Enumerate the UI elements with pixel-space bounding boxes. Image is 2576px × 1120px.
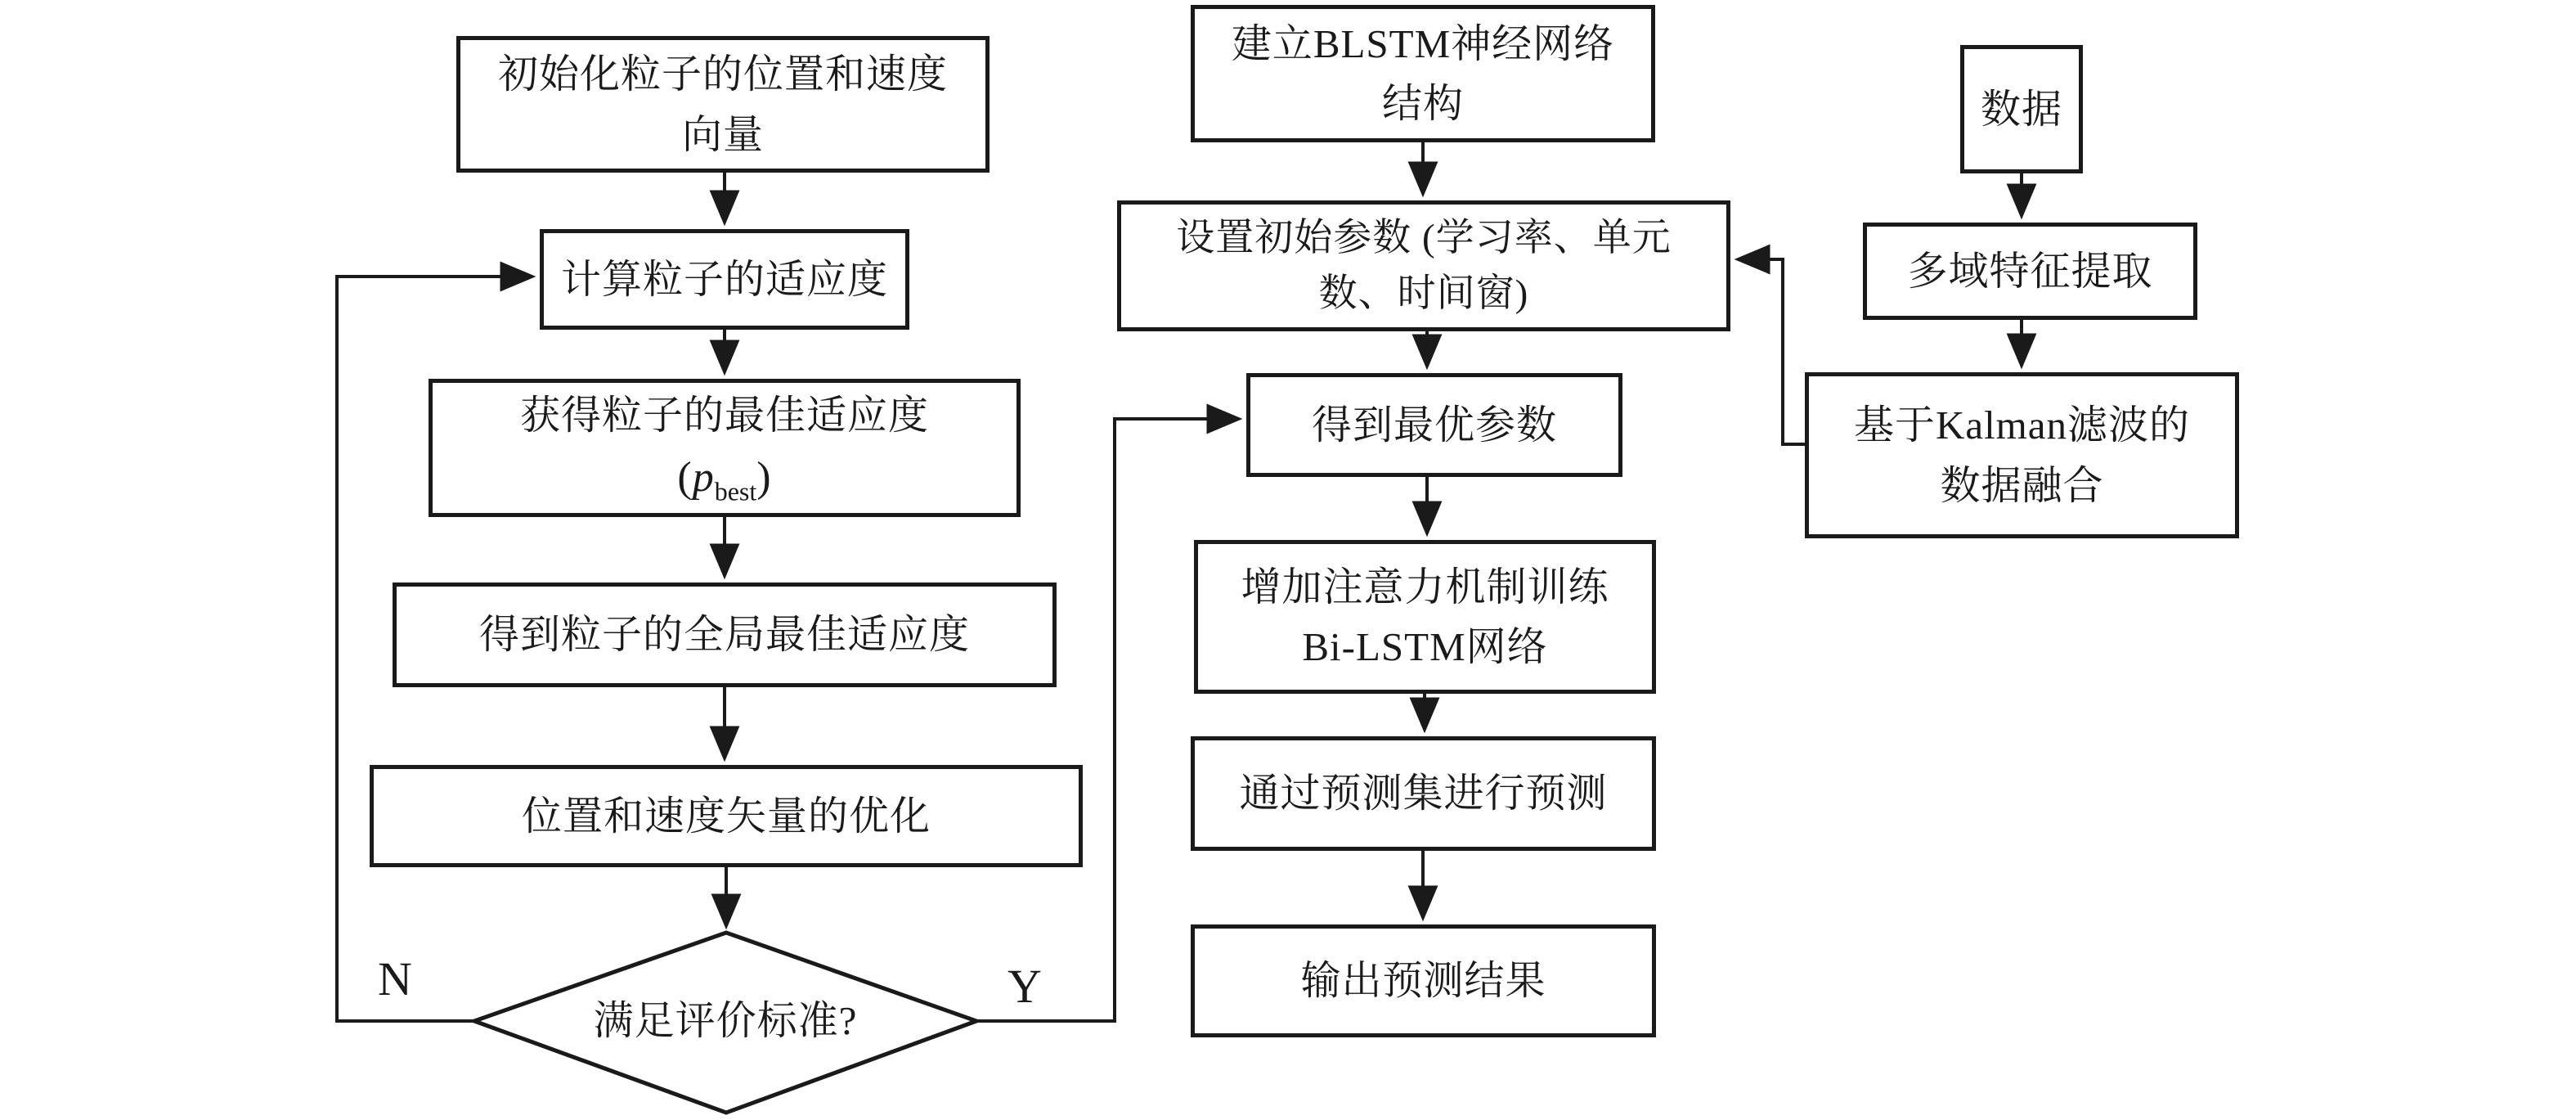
node-text-line: 计算粒子的适应度 bbox=[560, 256, 888, 302]
node-global-best-fitness bbox=[393, 582, 1057, 687]
node-text-line: Bi-LSTM网络 bbox=[1302, 624, 1548, 669]
label-y-branch bbox=[984, 957, 1066, 1014]
node-optimal-params bbox=[1246, 373, 1622, 477]
node-text-line: 通过预测集进行预测 bbox=[1239, 771, 1608, 816]
node-text-line: 得到粒子的全局最佳适应度 bbox=[478, 612, 970, 658]
node-text-line: 向量 bbox=[681, 111, 764, 157]
formula-open-paren: ( bbox=[677, 453, 693, 501]
node-text-line: 多域特征提取 bbox=[1907, 248, 2153, 294]
node-init-particles bbox=[456, 36, 990, 173]
node-text-line: 结构 bbox=[1381, 81, 1464, 126]
decision-evaluation-criteria bbox=[474, 933, 976, 1103]
pbest-formula bbox=[677, 446, 771, 511]
node-set-initial-params bbox=[1117, 200, 1730, 331]
node-predict-testset bbox=[1191, 736, 1656, 851]
node-text-line: 输出预测结果 bbox=[1300, 958, 1546, 1004]
node-optimize-vectors bbox=[370, 765, 1083, 867]
node-text-line: 建立BLSTM神经网络 bbox=[1231, 20, 1615, 66]
node-output-results bbox=[1191, 924, 1656, 1037]
branch-label-text: Y bbox=[1008, 959, 1042, 1013]
node-text-line: 初始化粒子的位置和速度 bbox=[497, 52, 948, 97]
label-n-branch bbox=[354, 950, 436, 1007]
decision-label: 满足评价标准? bbox=[593, 998, 858, 1043]
node-text-line: 基于Kalman滤波的 bbox=[1853, 403, 2191, 448]
node-particle-best-fitness bbox=[429, 379, 1021, 517]
edge-kalman-to-params bbox=[1738, 259, 1805, 444]
node-text-line: 获得粒子的最佳适应度 bbox=[519, 393, 929, 439]
node-data bbox=[1960, 45, 2083, 173]
node-text-line: 增加注意力机制训练 bbox=[1241, 564, 1609, 609]
formula-close-paren: ) bbox=[756, 453, 772, 501]
node-text-line: 位置和速度矢量的优化 bbox=[521, 793, 931, 839]
node-build-blstm bbox=[1191, 5, 1655, 142]
formula-variable: p bbox=[692, 453, 715, 501]
node-text-line: 数据融合 bbox=[1940, 462, 2104, 508]
branch-label-text: N bbox=[378, 951, 412, 1005]
node-text-line: 设置初始参数 (学习率、单元 bbox=[1176, 216, 1672, 259]
formula-subscript: best bbox=[714, 475, 757, 506]
node-attention-training bbox=[1194, 540, 1656, 694]
node-text-line: 得到最优参数 bbox=[1311, 402, 1557, 448]
node-compute-fitness bbox=[540, 229, 909, 330]
node-feature-extraction bbox=[1863, 223, 2197, 320]
node-text-line: 数、时间窗) bbox=[1318, 272, 1529, 315]
node-text-line: 数据 bbox=[1980, 86, 2062, 132]
node-kalman-fusion bbox=[1805, 372, 2239, 538]
